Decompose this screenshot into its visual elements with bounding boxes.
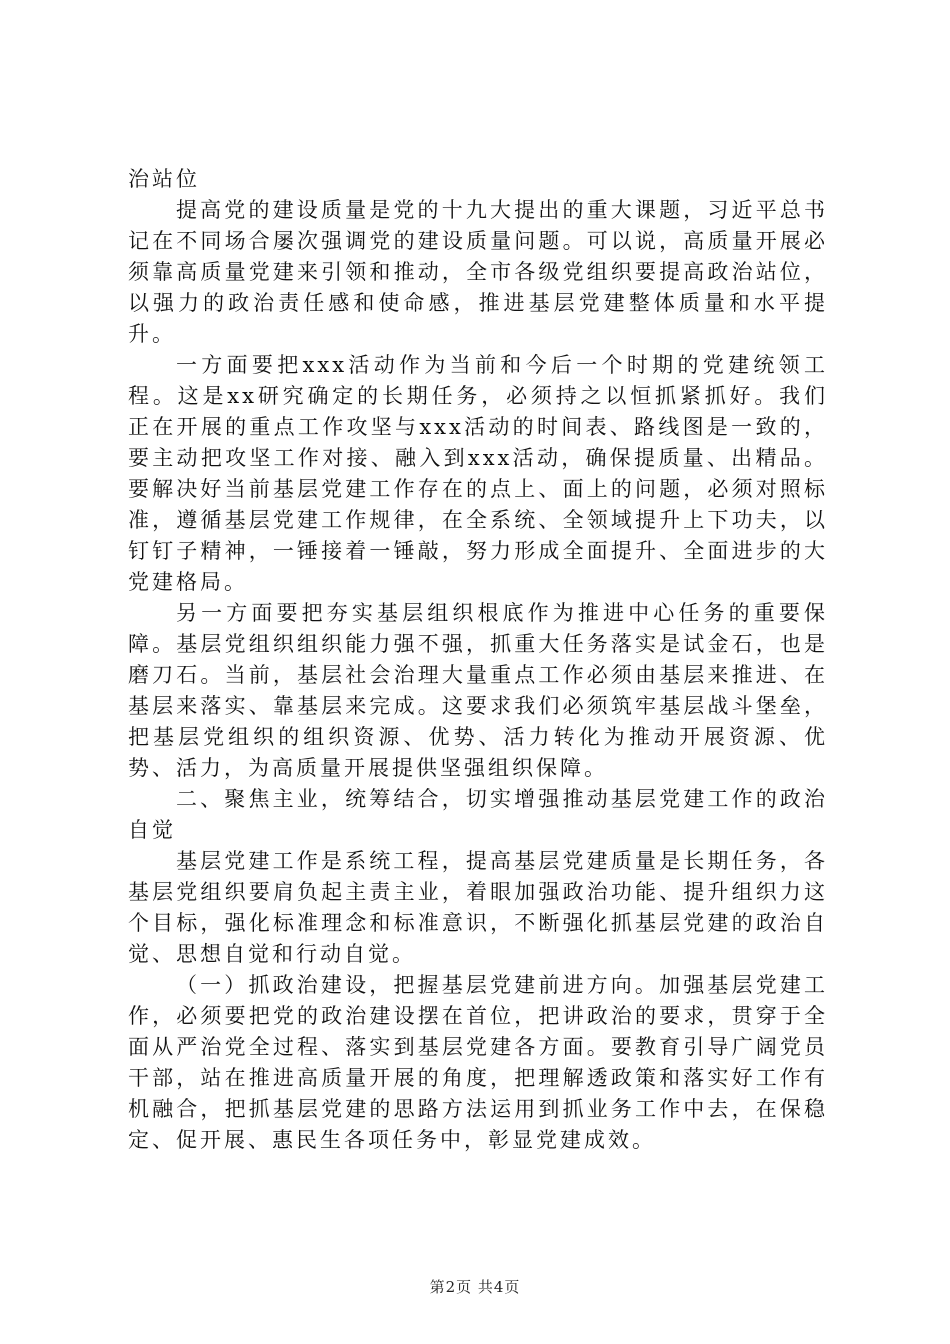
paragraph: 提高党的建设质量是党的十九大提出的重大课题，习近平总书记在不同场合屡次强调党的建设质量问题。可以说，高质量开展必须靠高质量党建来引领和推动，全市各级党组织要提高政治站位，以强力的政治责任感和使命感，推进基层党建整体质量和水平提升。	[128, 198, 828, 346]
paragraph: 另一方面要把夯实基层组织根底作为推进中心任务的重要保障。基层党组织组织能力强不强，抓重大任务落实是试金石，也是磨刀石。当前，基层社会治理大量重点工作必须由基层来推进、在基层来落实、靠基层来完成。这要求我们必须筑牢基层战斗堡垒，把基层党组织的组织资源、优势、活力转化为推动开展资源、优势、活力，为高质量开展提供坚强组织保障。	[128, 601, 828, 780]
document-body	[128, 164, 828, 1156]
paragraph: （一）抓政治建设，把握基层党建前进方向。加强基层党建工作，必须要把党的政治建设摆在首位，把讲政治的要求，贯穿于全面从严治党全过程、落实到基层党建各方面。要教育引导广阔党员干部，站在推进高质量开展的角度，把理解透政策和落实好工作有机融合，把抓基层党建的思路方法运用到抓业务工作中去，在保稳定、促开展、惠民生各项任务中，彰显党建成效。	[128, 973, 828, 1152]
section-heading: 二、聚焦主业，统筹结合，切实增强推动基层党建工作的政治自觉	[128, 787, 828, 842]
paragraph: 一方面要把xxx活动作为当前和今后一个时期的党建统领工程。这是xx研究确定的长期任务，必须持之以恒抓紧抓好。我们正在开展的重点工作攻坚与xxx活动的时间表、路线图是一致的，要主动把攻坚工作对接、融入到xxx活动，确保提质量、出精品。要解决好当前基层党建工作存在的点上、面上的问题，必须对照标准，遵循基层党建工作规律，在全系统、全领域提升上下功夫，以钉钉子精神，一锤接着一锤敲，努力形成全面提升、全面进步的大党建格局。	[128, 353, 828, 594]
paragraph: 治站位	[128, 167, 200, 191]
paragraph: 基层党建工作是系统工程，提高基层党建质量是长期任务，各基层党组织要肩负起主责主业，着眼加强政治功能、提升组织力这个目标，强化标准理念和标准意识，不断强化抓基层党建的政治自觉、思想自觉和行动自觉。	[128, 849, 828, 966]
page-number-footer: 第2页 共4页	[429, 1278, 521, 1296]
